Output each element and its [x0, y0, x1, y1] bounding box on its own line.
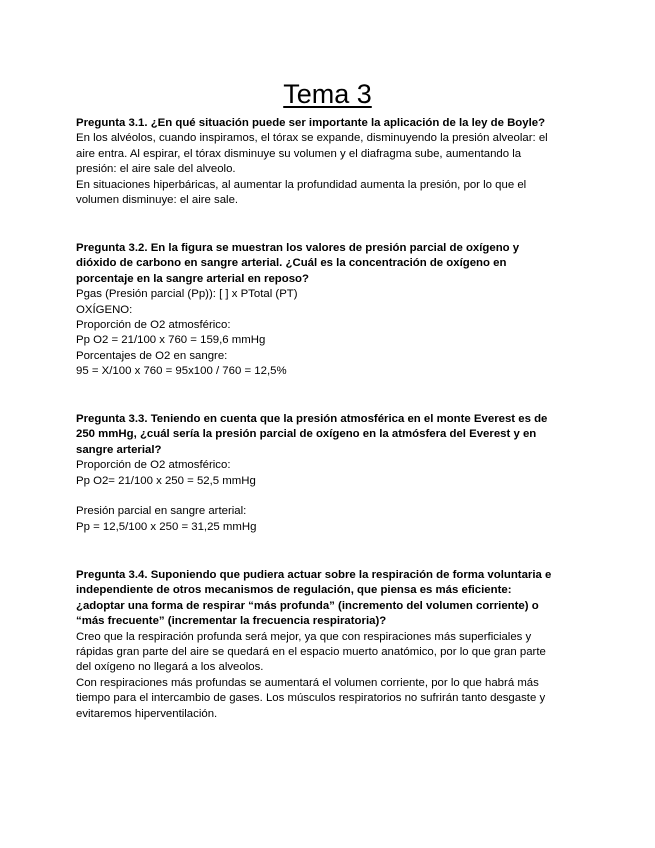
answer-line: En situaciones hiperbáricas, al aumentar la profundidad aumenta la presión, por lo que el: [76, 178, 527, 191]
answer-line: OXÍGENO:: [76, 303, 133, 316]
question-line: Pregunta 3.4. Suponiendo que pudiera actuar sobre la respiración de forma voluntaria e: [76, 569, 552, 581]
answer-line: Pp = 12,5/100 x 250 = 31,25 mmHg: [76, 520, 257, 533]
blank-line: [76, 489, 576, 504]
answer-line: volumen disminuye: el aire sale.: [76, 194, 239, 207]
question-line: “más frecuente” (incrementar la frecuencia respiratoria)?: [76, 615, 387, 628]
answer-line: Pp O2 = 21/100 x 760 = 159,6 mmHg: [76, 334, 266, 347]
question-section-3-2: [76, 241, 576, 380]
question-line: Pregunta 3.1. ¿En qué situación puede ser importante la aplicación de la ley de Boyle?: [76, 117, 546, 129]
answer-line: aire entra. Al espirar, el tórax disminuye su volumen y el diafragma sube, aumentando la: [76, 147, 522, 160]
question-line: independiente de otros mecanismos de regulación, que piensa es más eficiente:: [76, 584, 512, 597]
answer-line: Con respiraciones más profundas se aumentará el volumen corriente, por lo que habrá más: [76, 676, 539, 689]
question-line: sangre arterial?: [76, 443, 162, 456]
page-title: Tema 3: [283, 79, 372, 109]
question-line: porcentaje en la sangre arterial en reposo?: [76, 272, 309, 285]
answer-line: Porcentajes de O2 en sangre:: [76, 349, 228, 362]
answer-line: tiempo para el intercambio de gases. Los músculos respiratorios no sufrirán tanto desgaste y: [76, 692, 546, 705]
answer-line: Pp O2= 21/100 x 250 = 52,5 mmHg: [76, 474, 256, 487]
answer-line: Proporción de O2 atmosférico:: [76, 319, 231, 332]
answer-line: En los alvéolos, cuando inspiramos, el tórax se expande, disminuyendo la presión alveolar: el: [76, 132, 548, 145]
answer-line: del oxígeno no llegará a los alveolos.: [76, 661, 264, 674]
question-line: 250 mmHg, ¿cuál sería la presión parcial de oxígeno en la atmósfera del Everest y en: [76, 428, 537, 441]
question-line: dióxido de carbono en sangre arterial. ¿Cuál es la concentración de oxígeno en: [76, 257, 507, 270]
answer-line: Presión parcial en sangre arterial:: [76, 505, 247, 518]
answer-line: Proporción de O2 atmosférico:: [76, 459, 231, 472]
question-line: Pregunta 3.2. En la figura se muestran los valores de presión parcial de oxígeno y: [76, 242, 520, 254]
question-section-3-1: [76, 116, 576, 208]
answer-line: Creo que la respiración profunda será mejor, ya que con respiraciones más superficiales y: [76, 630, 532, 643]
answer-line: evitaremos hiperventilación.: [76, 707, 218, 720]
answer-line: 95 = X/100 x 760 = 95x100 / 760 = 12,5%: [76, 365, 287, 378]
question-line: Pregunta 3.3. Teniendo en cuenta que la presión atmosférica en el monte Everest es de: [76, 413, 548, 425]
answer-line: rápidas gran parte del aire se quedará en el espacio muerto anatómico, por lo que gran parte: [76, 646, 546, 659]
question-section-3-3: [76, 412, 576, 535]
answer-line: presión: el aire sale del alveolo.: [76, 163, 236, 176]
question-section-3-4: [76, 568, 576, 722]
answer-line: Pgas (Presión parcial (Pp)): [ ] x PTotal (PT): [76, 288, 298, 301]
question-line: ¿adoptar una forma de respirar “más profunda” (incremento del volumen corriente) o: [76, 599, 539, 612]
